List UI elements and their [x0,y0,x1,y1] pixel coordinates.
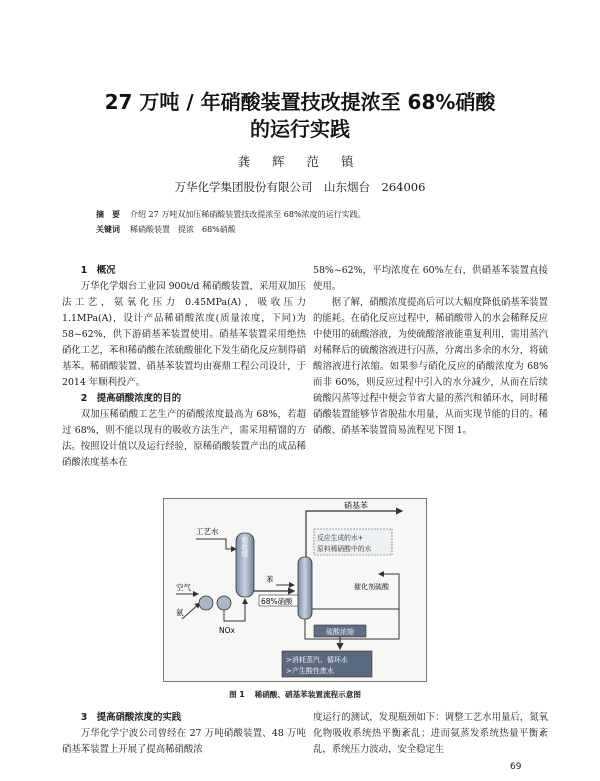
right-column-bottom [313,710,548,758]
catalyst-label: 催化剂硫酸 [354,583,389,591]
section3-paragraph: 万华化学宁波公司曾经在 27 万吨硝酸装置、48 万吨硝基苯装置上开展了提高稀硝酸浓 [62,728,306,755]
process-flow-figure [163,498,427,682]
paper-title-line2: 的运行实践 [250,117,350,141]
left-column [62,263,306,471]
process-flow-diagram [164,499,426,681]
ammonia-label: 氨 [176,608,184,617]
benzene-label: 苯 [266,575,274,584]
figure-caption-number: 图 1 [229,690,245,699]
section1-paragraph: 万华化学烟台工业园 900t/d 稀硝酸装置，采用双加压法工艺，氨氧化压力 0.45MPa(A)，吸收压力 1.1MPa(A)，设计产品稀硝酸浓度(质量浓度，下同)为 58~62%，供下游硝基苯装置使用。硝基苯装置采用绝热硝化工艺，苯和稀硝酸在浓硫酸催化下发生硝化反应制得硝基苯。稀硝酸装置、硝基苯装置均由赛鼎工程公司设计，于 2014 年顺利投产。 [62,281,306,388]
acid68-label: 68%硝酸 [261,597,293,606]
abstract-label: 摘 要 [96,210,120,219]
paper-title-line1: 27 万吨 / 年硝酸装置技改提浓至 68%硝酸 [104,90,496,114]
nox-label: NOx [219,626,235,635]
air-label: 空气 [176,583,191,592]
reactor [217,596,231,610]
concentration-label: 硫酸浓缩 [326,628,354,636]
figure-caption-text: 稀硝酸、硝基苯装置流程示意图 [254,690,361,699]
process-water-label: 工艺水 [196,527,219,536]
result-label-2: >产生酸性废水 [286,667,334,675]
result-label-1: >消耗蒸汽、循环水 [286,656,348,664]
keyword-item: 68%硝酸 [202,225,236,234]
right-paragraph-1: 58%~62%，平均浓度在 60%左右，供硝基苯装置直接使用。 [313,265,548,292]
reaction-water-label-2: 原料稀硝酸中的水 [317,545,372,553]
keywords-label: 关键词 [96,225,120,234]
keyword-item: 提浓 [178,225,194,234]
catalyst-loop [312,574,399,609]
abstract-block [96,209,536,221]
nitrator [298,557,312,619]
page-number: 69 [510,762,522,772]
right-bottom-paragraph: 度运行的测试，发现瓶颈如下：调整工艺水用量后，氮氧化物吸收系统热平衡紊乱；进而氨蒸发系统热量平衡紊乱，系统压力波动，安全稳定生 [313,712,548,755]
nitrobenzene-label: 硝基苯 [344,501,368,510]
section2-paragraph: 双加压稀硝酸工艺生产的硝酸浓度最高为 68%，若超过 68%，则不能以现有的吸收方法生产，需采用精馏的方法。按照设计值以及运行经验，原稀硝酸装置产出的成品稀硝酸浓度基本在 [62,409,306,468]
section2-heading: 2 提高硝酸浓度的目的 [80,393,182,404]
abstract-text: 介绍 27 万吨双加压稀硝酸装置技改提浓至 68%浓度的运行实践。 [130,210,366,219]
reaction-water-label-1: 反应生成的水+ [317,534,364,542]
process-water-line [196,539,236,549]
author-names: 龚 辉 范 镇 [237,154,363,169]
ammonia-line [182,603,200,619]
right-paragraph-2: 据了解，硝酸浓度提高后可以大幅度降低硝基苯装置的能耗。在硝化反应过程中，稀硝酸带入的水会稀释反应中使用的硫酸溶液，为使硫酸溶液能重复利用，需用蒸汽对稀释后的硫酸溶液进行闪蒸，分离出多余的水分，将硫酸溶液进行浓缩。如果参与硝化反应的硝酸浓度为 68%而非 60%，则反应过程中引入的水分减少，从而在后续硫酸闪蒸等过程中便会节省大量的蒸汽和循环水，同时稀硝酸装置能够节省脱盐水用量，从而实现节能的目的。稀硝酸、硝基苯装置简易流程见下图 1。 [313,297,548,436]
figure-caption [0,689,600,700]
keyword-item: 稀硝酸装置 [130,225,170,234]
section3-heading: 3 提高硝酸浓度的实践 [80,712,182,723]
left-column-bottom [62,710,306,758]
affiliation: 万华化学集团股份有限公司 山东烟台 264006 [174,180,426,194]
section1-heading: 1 概况 [80,265,116,276]
right-column [313,263,548,439]
keywords-block [96,224,536,236]
compressor [199,596,213,610]
absorber-label: 吸收塔 [241,536,249,558]
